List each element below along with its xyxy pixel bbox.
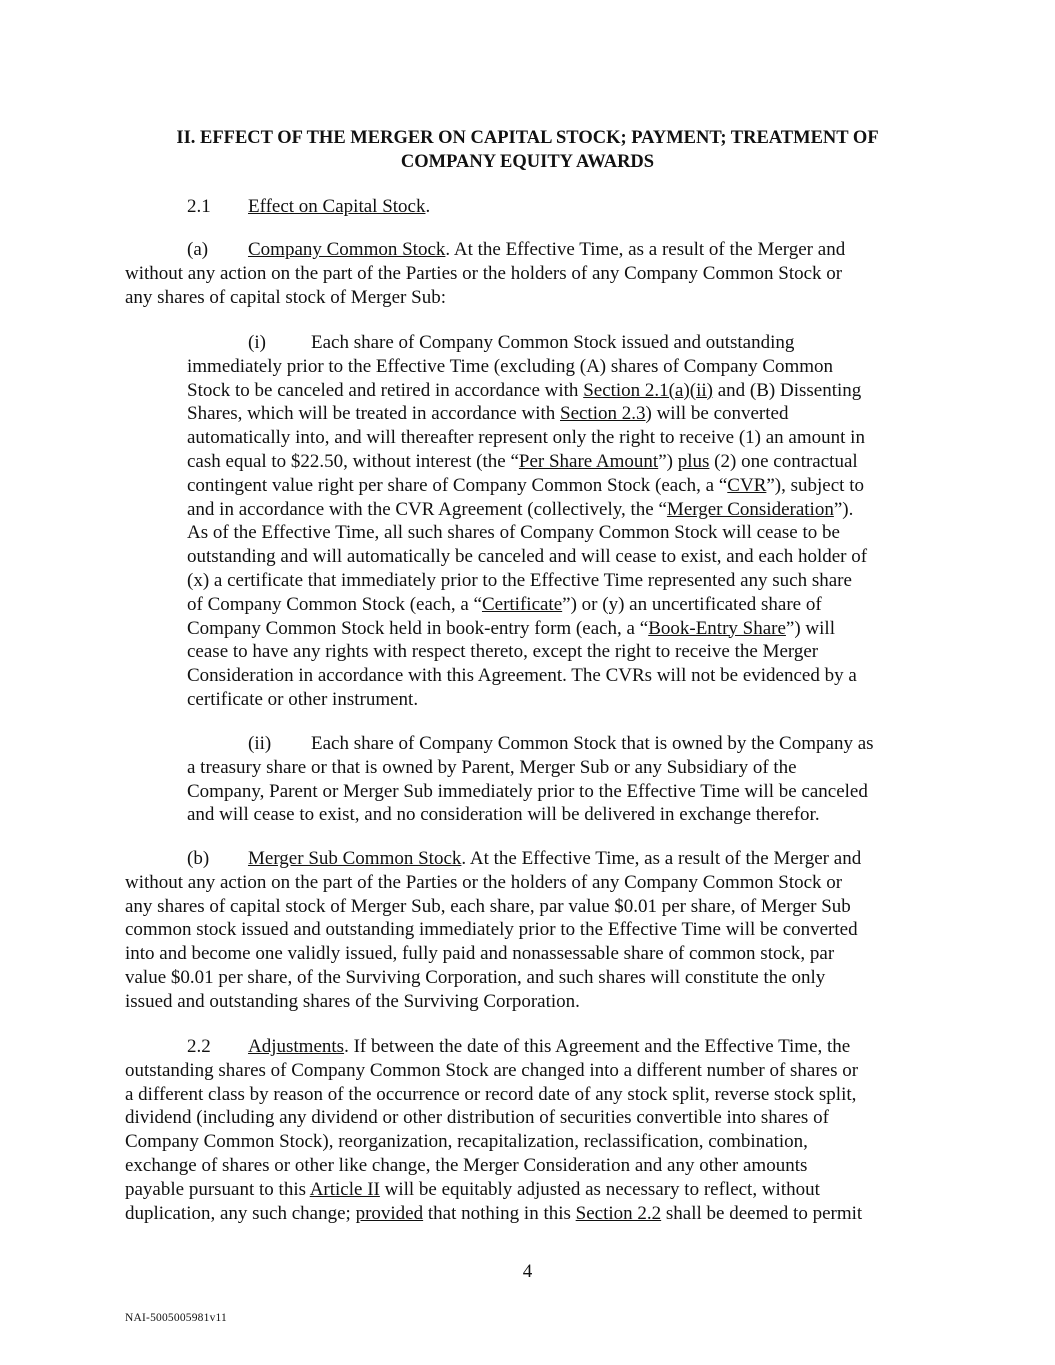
defined-term: Per Share Amount (518, 450, 659, 472)
subparagraph-i (187, 331, 867, 712)
cross-reference: Section 2.1(a)(ii) (583, 379, 713, 401)
paragraph-line: certificate or other instrument. (187, 688, 419, 710)
text: contingent value right per share of Company Common Stock (each, a “ (187, 474, 728, 496)
paragraph-line: immediately prior to the Effective Time (excluding (A) shares of Company Common (187, 355, 834, 377)
paragraph-label: (b) (187, 848, 210, 869)
paragraph-line: outstanding shares of Company Common Stock are changed into a different number of shares or (125, 1059, 859, 1081)
paragraph-line: dividend (including any dividend or other distribution of securities convertible into shares of (125, 1107, 829, 1129)
text: duplication, any such change; (125, 1202, 356, 1224)
text: that nothing in this (423, 1202, 576, 1224)
paragraph-line: issued and outstanding shares of the Surviving Corporation. (125, 990, 580, 1012)
paragraph-line (187, 450, 867, 474)
subparagraph-ii (187, 732, 874, 827)
text: cash equal to $22.50, without interest (the “ (187, 450, 519, 472)
text: . If between the date of this Agreement and the Effective Time, the (344, 1036, 851, 1057)
section-number: 2.2 (187, 1036, 211, 1057)
paragraph-line: Consideration in accordance with this Agreement. The CVRs will not be evidenced by a (187, 665, 857, 687)
text: of Company Common Stock (each, a “ (187, 593, 482, 615)
defined-term: CVR (727, 474, 767, 496)
paragraph-line (187, 331, 867, 355)
paragraph-line (187, 498, 867, 522)
paragraph-line (125, 238, 845, 262)
text: Shares, which will be treated in accordance with (187, 403, 560, 425)
page-number: 4 (522, 1261, 533, 1282)
article-heading (125, 127, 930, 174)
cross-reference: Section 2.3 (560, 403, 646, 425)
paragraph-line: without any action on the part of the Parties or the holders of any Company Common Stock or (125, 871, 843, 893)
paragraph-line: without any action on the part of the Parties or the holders of any Company Common Stock or (125, 262, 843, 284)
heading-line: II. EFFECT OF THE MERGER ON CAPITAL STOCK; PAYMENT; TREATMENT OF (176, 128, 879, 148)
paragraph-line: a treasury share or that is owned by Parent, Merger Sub or any Subsidiary of the (187, 756, 797, 778)
text: payable pursuant to this (125, 1178, 310, 1200)
text: ) will be converted (645, 403, 789, 425)
paragraph-title: Merger Sub Common Stock (248, 848, 462, 869)
paragraph-line (187, 617, 867, 641)
paragraph-line: Company, Parent or Merger Sub immediately prior to the Effective Time will be canceled (187, 780, 868, 802)
text: Stock to be canceled and retired in accordance with (187, 379, 584, 401)
paragraph-line (125, 1035, 862, 1059)
text: Company Common Stock held in book-entry form (each, a “ (187, 617, 649, 639)
text: ”). (833, 498, 854, 520)
section-title: Effect on Capital Stock (248, 196, 426, 217)
text: . At the Effective Time, as a result of the Merger and (461, 848, 862, 869)
emphasis-term: provided (355, 1202, 424, 1224)
section-number: 2.1 (187, 196, 211, 217)
paragraph-a (125, 238, 845, 309)
defined-term: Certificate (481, 593, 563, 615)
text: and in accordance with the CVR Agreement (collectively, the “ (187, 498, 667, 520)
text: . At the Effective Time, as a result of the Merger and (445, 239, 846, 260)
text: and (B) Dissenting (712, 379, 862, 401)
text: (2) one contractual (709, 450, 858, 472)
section-2-1-heading (187, 195, 430, 219)
text: ”) or (y) an uncertificated share of (562, 593, 822, 615)
punctuation: . (425, 196, 431, 217)
paragraph-line: exchange of shares or other like change, the Merger Consideration and any other amounts (125, 1154, 808, 1176)
paragraph-line: a different class by reason of the occurrence or record date of any stock split, reverse stock split, (125, 1083, 857, 1105)
section-2-2 (125, 1035, 862, 1225)
section-title: Adjustments (248, 1036, 345, 1057)
paragraph-line (125, 1202, 862, 1226)
text: ”), subject to (766, 474, 864, 496)
paragraph-line: As of the Effective Time, all such shares of Company Common Stock will cease to be (187, 522, 840, 544)
text: shall be deemed to permit (661, 1202, 863, 1224)
text: Each share of Company Common Stock issued and outstanding (311, 332, 795, 353)
document-id: NAI-5005005981v11 (125, 1312, 227, 1324)
paragraph-line (187, 379, 867, 403)
paragraph-label: (i) (248, 332, 266, 353)
text: ”) (658, 450, 678, 472)
heading-line: COMPANY EQUITY AWARDS (400, 151, 655, 172)
paragraph-line: outstanding and will automatically be canceled and will cease to exist, and each holder of (187, 546, 868, 568)
paragraph-line: and will cease to exist, and no consideration will be delivered in exchange therefor. (187, 804, 820, 826)
paragraph-line (187, 474, 867, 498)
paragraph-line (125, 847, 861, 871)
cross-reference: Article II (309, 1178, 380, 1200)
paragraph-line (125, 1178, 862, 1202)
text: ”) will (785, 617, 835, 639)
text: Each share of Company Common Stock that is owned by the Company as (311, 733, 874, 754)
emphasis-term: plus (677, 450, 710, 472)
paragraph-b (125, 847, 861, 1014)
defined-term: Merger Consideration (666, 498, 834, 520)
paragraph-line: any shares of capital stock of Merger Sub: (125, 286, 446, 308)
paragraph-label: (ii) (248, 733, 272, 754)
paragraph-line: into and become one validly issued, fully paid and nonassessable share of common stock, par (125, 943, 835, 965)
text: will be equitably adjusted as necessary to reflect, without (379, 1178, 820, 1200)
paragraph-line: cease to have any rights with respect thereto, except the right to receive the Merger (187, 641, 819, 663)
paragraph-line (187, 402, 867, 426)
paragraph-line (187, 732, 874, 756)
paragraph-line: any shares of capital stock of Merger Sub, each share, par value $0.01 per share, of Merger Sub (125, 895, 851, 917)
defined-term: Book-Entry Share (648, 617, 786, 639)
paragraph-line: (x) a certificate that immediately prior to the Effective Time represented any such share (187, 569, 852, 591)
paragraph-line: value $0.01 per share, of the Surviving Corporation, and such shares will constitute the only (125, 966, 826, 988)
paragraph-line (187, 593, 867, 617)
paragraph-line: common stock issued and outstanding immediately prior to the Effective Time will be converted (125, 919, 858, 941)
paragraph-line: Company Common Stock), reorganization, recapitalization, reclassification, combination, (125, 1131, 808, 1153)
paragraph-line: automatically into, and will thereafter represent only the right to receive (1) an amount in (187, 427, 865, 449)
cross-reference: Section 2.2 (575, 1202, 662, 1224)
paragraph-title: Company Common Stock (248, 239, 446, 260)
paragraph-label: (a) (187, 239, 209, 260)
